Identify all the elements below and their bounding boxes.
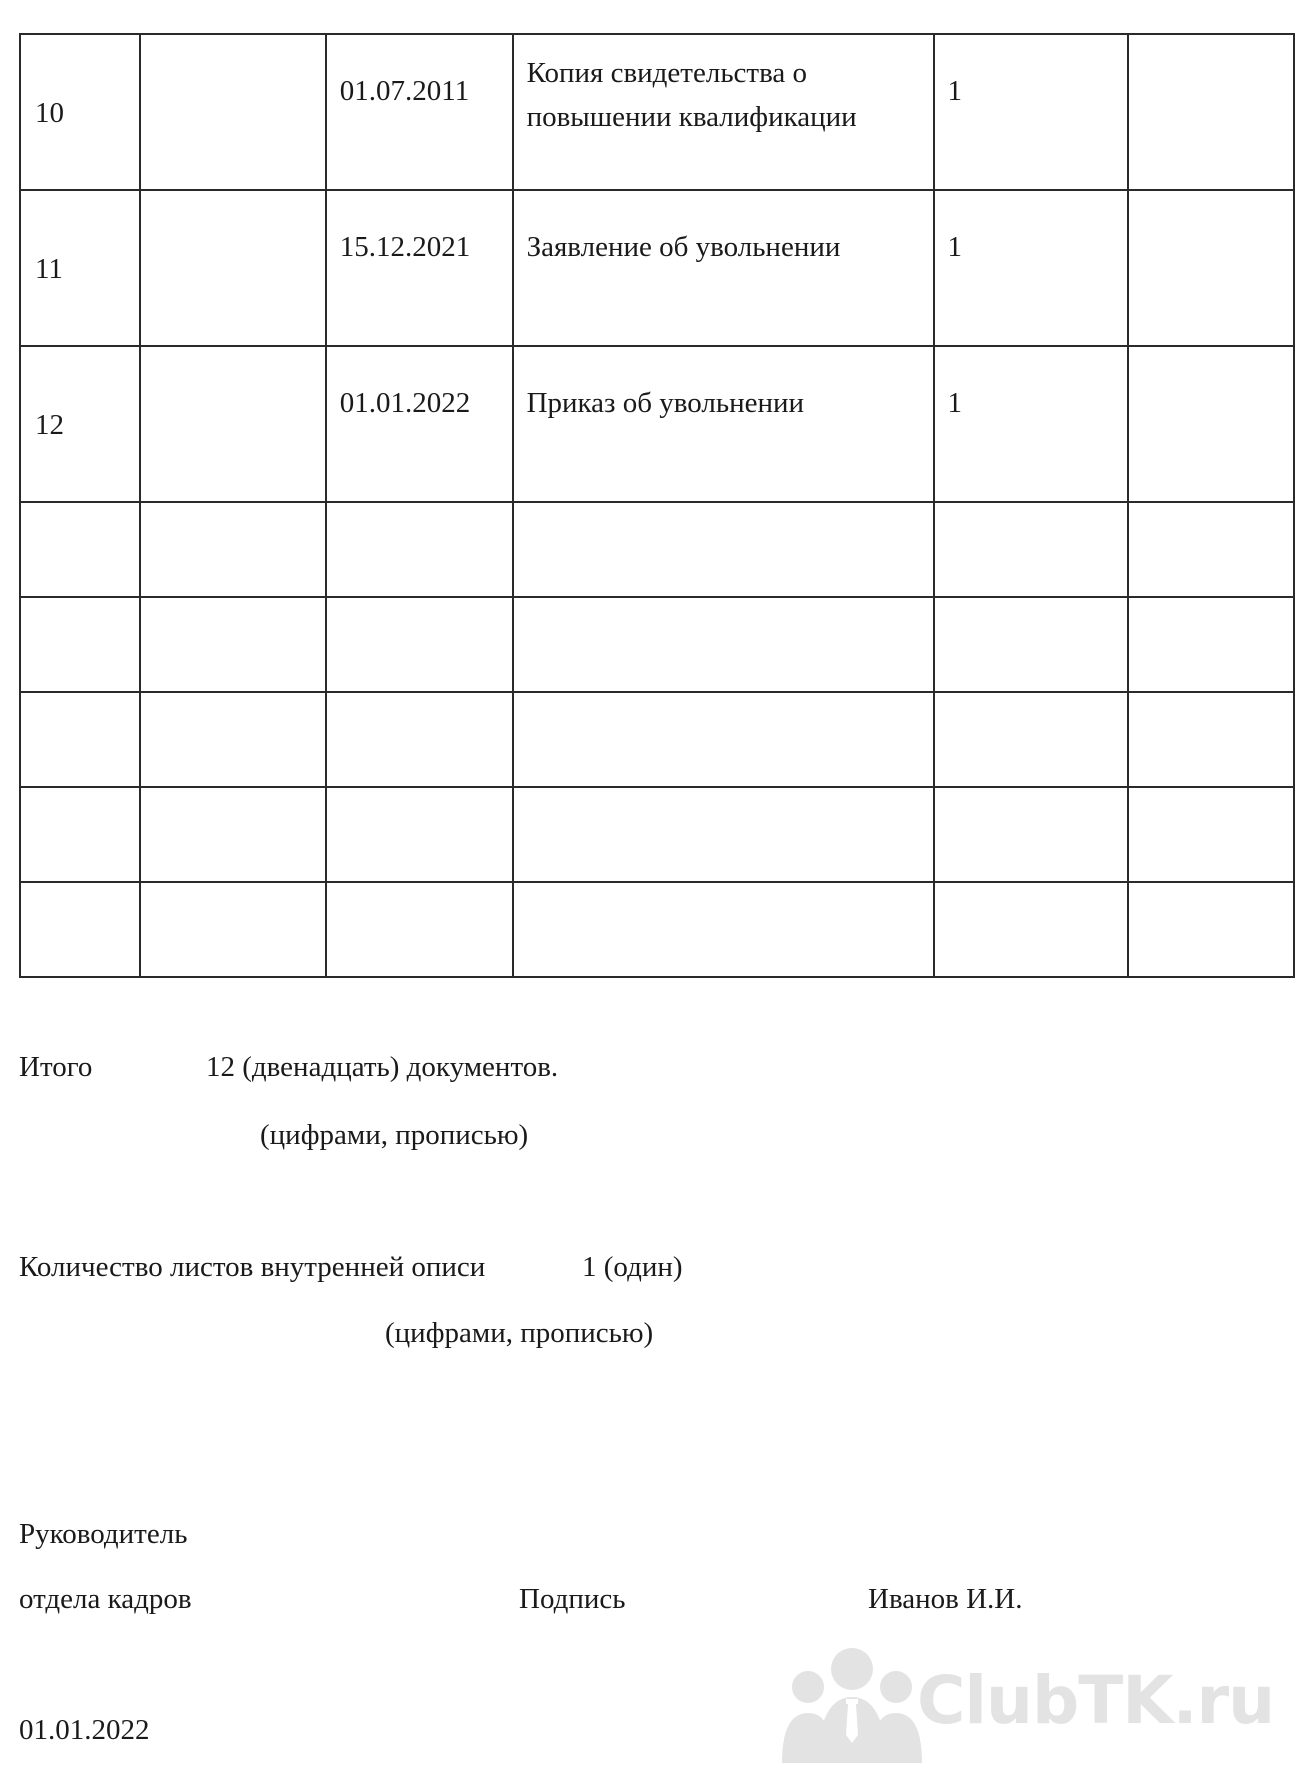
cell-note <box>1128 882 1294 977</box>
cell-sheets <box>934 34 1128 190</box>
row-sheets: 1 <box>947 387 963 419</box>
row-number: 12 <box>35 409 64 441</box>
sheets-count-value: 1 (один) <box>582 1251 683 1283</box>
cell-index <box>140 346 326 502</box>
cell-index <box>140 882 326 977</box>
watermark-text: ClubTK.ru <box>917 1662 1275 1739</box>
cell-title <box>513 597 934 692</box>
sheets-count-hint: (цифрами, прописью) <box>385 1317 654 1349</box>
cell-sheets <box>934 190 1128 346</box>
cell-index <box>140 597 326 692</box>
row-sheets: 1 <box>947 231 963 263</box>
cell-date <box>326 882 513 977</box>
cell-title <box>513 34 934 190</box>
table-row-empty <box>20 787 1294 882</box>
row-sheets: 1 <box>947 75 963 107</box>
people-logo-icon <box>782 1635 922 1765</box>
cell-title <box>513 787 934 882</box>
cell-number <box>20 502 140 597</box>
table-row-empty <box>20 502 1294 597</box>
row-title: Заявление об увольнении <box>526 231 841 263</box>
cell-note <box>1128 692 1294 787</box>
cell-index <box>140 692 326 787</box>
cell-sheets <box>934 346 1128 502</box>
cell-note <box>1128 597 1294 692</box>
cell-note <box>1128 34 1294 190</box>
total-hint: (цифрами, прописью) <box>260 1119 529 1151</box>
cell-number <box>20 346 140 502</box>
cell-index <box>140 787 326 882</box>
cell-date <box>326 502 513 597</box>
row-title: Приказ об увольнении <box>526 387 805 419</box>
cell-date <box>326 692 513 787</box>
table-row <box>20 190 1294 346</box>
cell-title <box>513 346 934 502</box>
cell-note <box>1128 346 1294 502</box>
cell-title <box>513 882 934 977</box>
cell-date <box>326 34 513 190</box>
cell-date <box>326 597 513 692</box>
row-number: 11 <box>35 253 63 285</box>
cell-number <box>20 34 140 190</box>
cell-date <box>326 346 513 502</box>
signer-position-line1: Руководитель <box>19 1518 188 1550</box>
cell-note <box>1128 502 1294 597</box>
total-value: 12 (двенадцать) документов. <box>206 1051 559 1083</box>
document-inventory-table <box>19 33 1295 978</box>
document-date: 01.01.2022 <box>19 1714 150 1746</box>
cell-number <box>20 787 140 882</box>
row-date: 01.01.2022 <box>339 387 471 419</box>
cell-sheets <box>934 692 1128 787</box>
table-row-empty <box>20 597 1294 692</box>
cell-index <box>140 34 326 190</box>
cell-title <box>513 502 934 597</box>
table-row <box>20 34 1294 190</box>
cell-note <box>1128 787 1294 882</box>
row-number: 10 <box>35 97 64 129</box>
cell-title <box>513 692 934 787</box>
total-label: Итого <box>19 1051 93 1083</box>
signature-label: Подпись <box>519 1583 626 1615</box>
cell-date <box>326 190 513 346</box>
row-date: 15.12.2021 <box>339 231 471 263</box>
cell-title <box>513 190 934 346</box>
cell-sheets <box>934 597 1128 692</box>
cell-number <box>20 882 140 977</box>
cell-index <box>140 502 326 597</box>
sheets-count-label: Количество листов внутренней описи <box>19 1251 486 1283</box>
cell-number <box>20 597 140 692</box>
cell-sheets <box>934 882 1128 977</box>
row-date: 01.07.2011 <box>339 75 470 107</box>
cell-number <box>20 692 140 787</box>
cell-note <box>1128 190 1294 346</box>
table-row-empty <box>20 692 1294 787</box>
cell-index <box>140 190 326 346</box>
cell-date <box>326 787 513 882</box>
table-row-empty <box>20 882 1294 977</box>
cell-sheets <box>934 787 1128 882</box>
clubtk-watermark <box>782 1635 1282 1765</box>
cell-number <box>20 190 140 346</box>
row-title: Копия свидетельства о повышении квалификации <box>526 57 857 133</box>
signer-name: Иванов И.И. <box>868 1583 1023 1615</box>
table-row <box>20 346 1294 502</box>
cell-sheets <box>934 502 1128 597</box>
signer-position-line2: отдела кадров <box>19 1583 192 1615</box>
